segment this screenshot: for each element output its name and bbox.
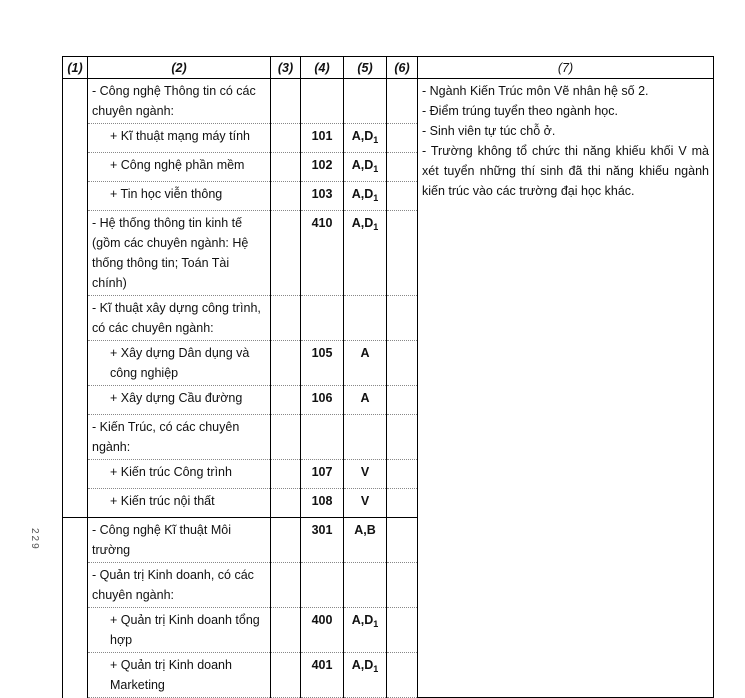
col6-cell	[387, 518, 418, 563]
exam-group	[344, 653, 387, 698]
exam-group-subscript: 1	[373, 193, 379, 203]
col6-cell	[387, 608, 418, 653]
program-name: - Công nghệ Thông tin có các chuyên ngành:	[88, 79, 271, 124]
program-code: 401	[301, 653, 344, 698]
program-code: 103	[301, 182, 344, 211]
exam-group	[344, 518, 387, 563]
exam-group-text: A,D	[351, 187, 374, 201]
col3-cell	[271, 386, 301, 415]
exam-group-subscript: 1	[373, 164, 379, 174]
program-name: - Kĩ thuật xây dựng công trình, có các chuyên ngành:	[88, 296, 271, 341]
page-number: 229	[29, 528, 40, 551]
note-line: - Ngành Kiến Trúc môn Vẽ nhân hệ số 2.	[422, 84, 649, 98]
header-col-2: (2)	[88, 57, 271, 79]
program-name: + Kiến trúc Công trình	[88, 460, 271, 489]
program-name: + Xây dựng Cầu đường	[88, 386, 271, 415]
exam-group	[344, 182, 387, 211]
exam-group-text: A,D	[351, 129, 374, 143]
exam-group	[344, 386, 387, 415]
col3-cell	[271, 79, 301, 124]
note-line: - Trường không tổ chức thi năng khiếu khối V mà xét tuyển những thí sinh đã thi năng khiếu ngành kiến trúc vào các trường đại học khác.	[422, 144, 709, 198]
exam-group-text: A,D	[351, 613, 374, 627]
header-col-4: (4)	[301, 57, 344, 79]
program-code: 102	[301, 153, 344, 182]
header-col-1: (1)	[63, 57, 88, 79]
program-code	[301, 415, 344, 460]
program-name: - Quản trị Kinh doanh, có các chuyên ngành:	[88, 563, 271, 608]
note-line: - Điểm trúng tuyển theo ngành học.	[422, 104, 618, 118]
exam-group	[344, 489, 387, 518]
exam-group-text: V	[360, 465, 370, 479]
col3-cell	[271, 653, 301, 698]
col6-cell	[387, 460, 418, 489]
program-code	[301, 79, 344, 124]
col3-cell	[271, 182, 301, 211]
col6-cell	[387, 124, 418, 153]
col3-cell	[271, 211, 301, 296]
exam-group	[344, 296, 387, 341]
col6-cell	[387, 153, 418, 182]
col3-cell	[271, 124, 301, 153]
col6-cell	[387, 211, 418, 296]
exam-group	[344, 341, 387, 386]
col3-cell	[271, 489, 301, 518]
program-name: + Kĩ thuật mạng máy tính	[88, 124, 271, 153]
program-name: - Công nghệ Kĩ thuật Môi trường	[88, 518, 271, 563]
exam-group-text: A	[360, 391, 370, 405]
col3-cell	[271, 518, 301, 563]
program-name: + Xây dựng Dân dụng và công nghiệp	[88, 341, 271, 386]
col3-cell	[271, 415, 301, 460]
col6-cell	[387, 653, 418, 698]
notes-cell	[418, 79, 714, 698]
program-name: + Quản trị Kinh doanh tổng hợp	[88, 608, 271, 653]
program-code	[301, 563, 344, 608]
note-line: - Sinh viên tự túc chỗ ở.	[422, 124, 556, 138]
exam-group-subscript: 1	[373, 664, 379, 674]
col6-cell	[387, 386, 418, 415]
program-code: 301	[301, 518, 344, 563]
exam-group-subscript: 1	[373, 135, 379, 145]
header-col-3: (3)	[271, 57, 301, 79]
program-name: + Kiến trúc nội thất	[88, 489, 271, 518]
table-body	[63, 79, 714, 698]
col6-cell	[387, 415, 418, 460]
exam-group	[344, 124, 387, 153]
header-col-5: (5)	[344, 57, 387, 79]
exam-group	[344, 153, 387, 182]
program-code	[301, 296, 344, 341]
program-code: 101	[301, 124, 344, 153]
header-col-7: (7)	[418, 57, 714, 79]
col3-cell	[271, 341, 301, 386]
program-name: - Kiến Trúc, có các chuyên ngành:	[88, 415, 271, 460]
exam-group-text: V	[360, 494, 370, 508]
exam-group	[344, 460, 387, 489]
program-name: + Công nghệ phần mềm	[88, 153, 271, 182]
program-code: 106	[301, 386, 344, 415]
col3-cell	[271, 563, 301, 608]
exam-group	[344, 563, 387, 608]
exam-group	[344, 415, 387, 460]
exam-group-text: A,B	[354, 523, 376, 537]
program-code: 410	[301, 211, 344, 296]
col6-cell	[387, 563, 418, 608]
col6-cell	[387, 341, 418, 386]
col3-cell	[271, 153, 301, 182]
col6-cell	[387, 489, 418, 518]
header-col-6: (6)	[387, 57, 418, 79]
exam-group	[344, 211, 387, 296]
table-row	[63, 79, 714, 124]
col6-cell	[387, 296, 418, 341]
col3-cell	[271, 460, 301, 489]
exam-group-text: A,D	[351, 216, 374, 230]
program-code: 400	[301, 608, 344, 653]
exam-group-text: A,D	[351, 658, 374, 672]
header-row	[63, 57, 714, 79]
program-name: + Quản trị Kinh doanh Marketing	[88, 653, 271, 698]
exam-group	[344, 79, 387, 124]
program-name: - Hệ thống thông tin kinh tế (gồm các chuyên ngành: Hệ thống thông tin; Toán Tài chính)	[88, 211, 271, 296]
exam-group-subscript: 1	[373, 222, 379, 232]
exam-group	[344, 608, 387, 653]
col6-cell	[387, 79, 418, 124]
exam-group-subscript: 1	[373, 619, 379, 629]
col6-cell	[387, 182, 418, 211]
exam-group-text: A	[360, 346, 370, 360]
col1-cell	[63, 79, 88, 518]
col3-cell	[271, 608, 301, 653]
program-name: + Tin học viễn thông	[88, 182, 271, 211]
admissions-table	[62, 56, 714, 698]
col1-cell	[63, 518, 88, 698]
program-code: 108	[301, 489, 344, 518]
program-code: 107	[301, 460, 344, 489]
exam-group-text: A,D	[351, 158, 374, 172]
col3-cell	[271, 296, 301, 341]
program-code: 105	[301, 341, 344, 386]
